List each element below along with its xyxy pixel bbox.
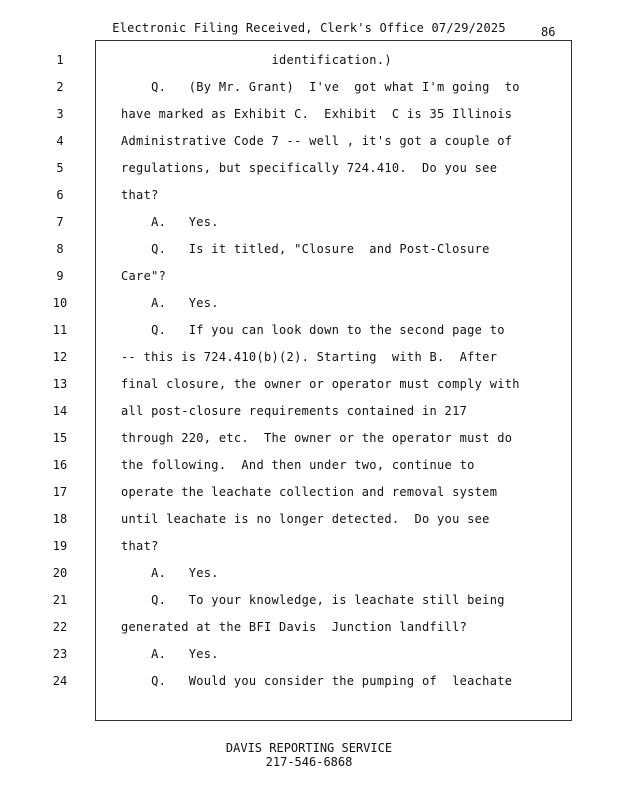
reporting-company: DAVIS REPORTING SERVICE xyxy=(225,741,393,755)
line-number: 6 xyxy=(56,188,64,202)
line-text: A. Yes. xyxy=(121,296,219,310)
line-text: Care"? xyxy=(121,269,167,283)
line-number: 2 xyxy=(56,80,64,94)
transcript-line xyxy=(0,398,618,425)
line-number: 21 xyxy=(52,593,68,607)
line-number: 19 xyxy=(52,539,68,553)
transcript-line xyxy=(0,668,618,695)
line-text: -- this is 724.410(b)(2). Starting with B. After xyxy=(121,350,498,364)
transcript-line xyxy=(0,641,618,668)
line-text: the following. And then under two, continue to xyxy=(121,458,475,472)
transcript-line xyxy=(0,479,618,506)
line-text: regulations, but specifically 724.410. Do you see xyxy=(121,161,498,175)
reporter-footer xyxy=(0,741,618,769)
line-number: 4 xyxy=(56,134,64,148)
reporting-phone: 217-546-6868 xyxy=(265,755,353,769)
transcript-line xyxy=(0,452,618,479)
line-text: operate the leachate collection and removal system xyxy=(121,485,498,499)
transcript-line xyxy=(0,263,618,290)
transcript-line xyxy=(0,344,618,371)
line-text: that? xyxy=(121,188,159,202)
line-text: generated at the BFI Davis Junction landfill? xyxy=(121,620,468,634)
line-number: 24 xyxy=(52,674,68,688)
transcript-line xyxy=(0,290,618,317)
line-number: 22 xyxy=(52,620,68,634)
line-text: A. Yes. xyxy=(121,647,219,661)
line-number: 18 xyxy=(52,512,68,526)
transcript-line xyxy=(0,128,618,155)
line-number: 7 xyxy=(56,215,64,229)
line-text: Q. (By Mr. Grant) I've got what I'm going to xyxy=(121,80,520,94)
line-number: 16 xyxy=(52,458,68,472)
line-number: 17 xyxy=(52,485,68,499)
transcript-line xyxy=(0,74,618,101)
line-number: 9 xyxy=(56,269,64,283)
line-text: Q. If you can look down to the second page to xyxy=(121,323,505,337)
line-number: 10 xyxy=(52,296,68,310)
line-number: 5 xyxy=(56,161,64,175)
line-text: Administrative Code 7 -- well , it's got a couple of xyxy=(121,134,513,148)
line-text: identification.) xyxy=(121,53,392,67)
transcript-line xyxy=(0,614,618,641)
line-text: Q. Is it titled, "Closure and Post-Closure xyxy=(121,242,490,256)
line-text: Q. To your knowledge, is leachate still being xyxy=(121,593,505,607)
line-text: all post-closure requirements contained in 217 xyxy=(121,404,468,418)
page-number: 86 xyxy=(541,25,556,39)
transcript-line xyxy=(0,47,618,74)
line-text: A. Yes. xyxy=(121,215,219,229)
filing-stamp: Electronic Filing Received, Clerk's Office 07/29/2025 xyxy=(112,21,506,35)
line-text: through 220, etc. The owner or the operator must do xyxy=(121,431,513,445)
transcript-line xyxy=(0,155,618,182)
line-text: that? xyxy=(121,539,159,553)
transcript-line xyxy=(0,587,618,614)
line-number: 3 xyxy=(56,107,64,121)
line-number: 23 xyxy=(52,647,68,661)
transcript-line xyxy=(0,371,618,398)
line-number: 14 xyxy=(52,404,68,418)
line-number: 8 xyxy=(56,242,64,256)
transcript-line xyxy=(0,317,618,344)
transcript-line xyxy=(0,101,618,128)
line-text: A. Yes. xyxy=(121,566,219,580)
line-text: final closure, the owner or operator must comply with xyxy=(121,377,520,391)
transcript-line xyxy=(0,560,618,587)
transcript-line xyxy=(0,182,618,209)
line-text: until leachate is no longer detected. Do you see xyxy=(121,512,490,526)
transcript-line xyxy=(0,236,618,263)
line-number: 15 xyxy=(52,431,68,445)
line-number: 20 xyxy=(52,566,68,580)
line-number: 11 xyxy=(52,323,68,337)
line-number: 1 xyxy=(56,53,64,67)
transcript-line xyxy=(0,425,618,452)
line-text: have marked as Exhibit C. Exhibit C is 35 Illinois xyxy=(121,107,513,121)
transcript-line xyxy=(0,209,618,236)
transcript-line xyxy=(0,533,618,560)
line-number: 13 xyxy=(52,377,68,391)
line-text: Q. Would you consider the pumping of leachate xyxy=(121,674,513,688)
transcript-line xyxy=(0,506,618,533)
line-number: 12 xyxy=(52,350,68,364)
